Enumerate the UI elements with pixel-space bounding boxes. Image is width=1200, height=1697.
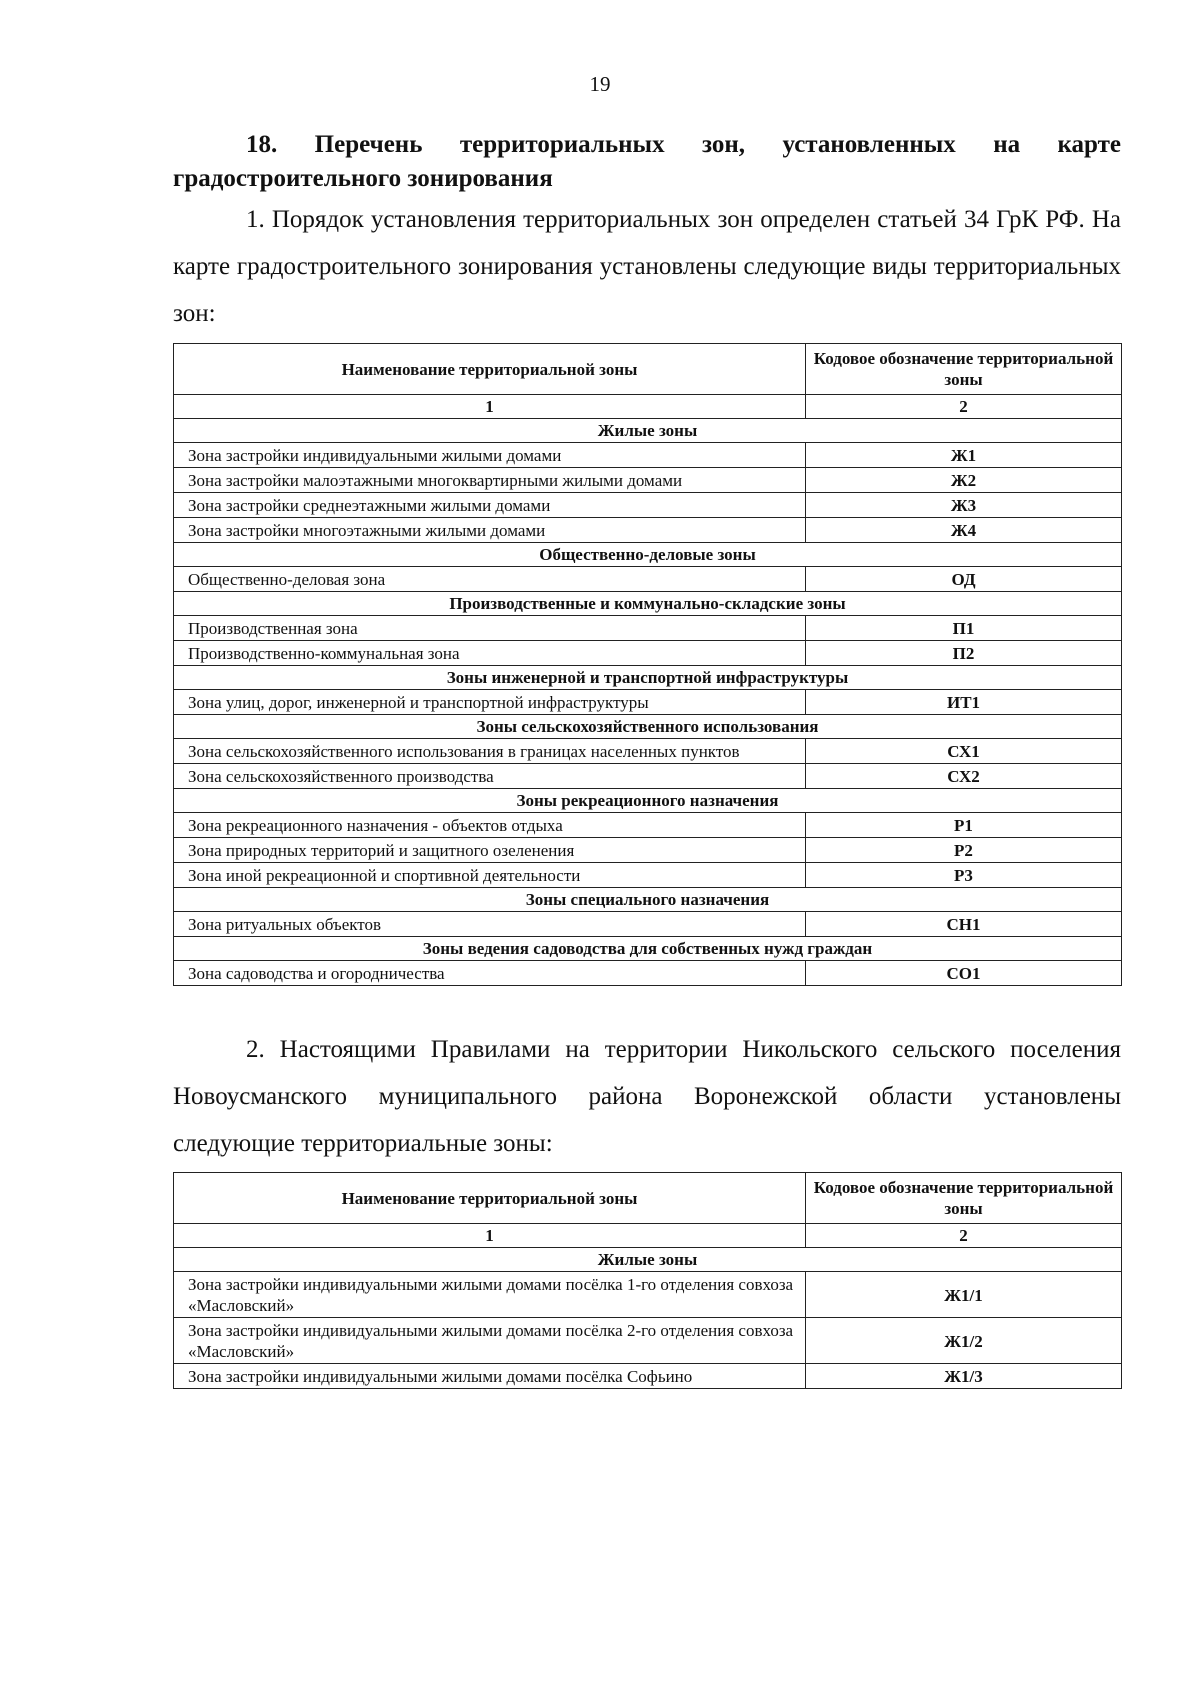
zone-code: Ж1/1 [806, 1272, 1122, 1318]
zone-code: СО1 [806, 961, 1122, 986]
zone-code: Р3 [806, 863, 1122, 888]
table-row [174, 739, 1122, 764]
zone-name: Зона застройки индивидуальными жилыми домами [174, 443, 806, 468]
table-row [174, 764, 1122, 789]
zone-name: Зона природных территорий и защитного озеленения [174, 838, 806, 863]
zone-name: Зона улиц, дорог, инженерной и транспортной инфраструктуры [174, 690, 806, 715]
table-row [174, 813, 1122, 838]
table-row [174, 1318, 1122, 1364]
zones-table-1 [173, 343, 1122, 986]
zone-code: СН1 [806, 912, 1122, 937]
zone-group-title: Зоны специального назначения [174, 888, 1122, 912]
zone-code: Ж1/3 [806, 1364, 1122, 1389]
table-row [174, 518, 1122, 543]
table-row [174, 443, 1122, 468]
zone-group-title: Зоны рекреационного назначения [174, 789, 1122, 813]
zone-name: Зона ритуальных объектов [174, 912, 806, 937]
zone-name: Зона сельскохозяйственного использования в границах населенных пунктов [174, 739, 806, 764]
page-number: 19 [589, 72, 611, 96]
zone-group-title: Жилые зоны [174, 419, 1122, 443]
column-number-row [174, 395, 1122, 419]
header-zone-code: Кодовое обозначение территориальной зоны [806, 1173, 1122, 1224]
zone-name: Зона рекреационного назначения - объектов отдыха [174, 813, 806, 838]
zone-code: Ж2 [806, 468, 1122, 493]
column-number: 2 [806, 1224, 1122, 1248]
column-number: 1 [174, 1224, 806, 1248]
zone-code: Ж1/2 [806, 1318, 1122, 1364]
zone-code: П2 [806, 641, 1122, 666]
zone-group-title: Зоны ведения садоводства для собственных нужд граждан [174, 937, 1122, 961]
table-row [174, 468, 1122, 493]
zone-name: Общественно-деловая зона [174, 567, 806, 592]
zone-group-row [174, 666, 1122, 690]
zone-code: Ж3 [806, 493, 1122, 518]
table-row [174, 493, 1122, 518]
header-zone-name: Наименование территориальной зоны [174, 344, 806, 395]
section-heading: 18. Перечень территориальных зон, установленных на карте градостроительного зонирования [173, 131, 1121, 192]
zone-group-title: Жилые зоны [174, 1248, 1122, 1272]
header-zone-name: Наименование территориальной зоны [174, 1173, 806, 1224]
table-row [174, 863, 1122, 888]
table-header-row [174, 1173, 1122, 1224]
zone-code: Р2 [806, 838, 1122, 863]
column-number: 1 [174, 395, 806, 419]
zone-group-row [174, 1248, 1122, 1272]
table-row [174, 690, 1122, 715]
zone-group-row [174, 419, 1122, 443]
zone-name: Зона застройки многоэтажными жилыми домами [174, 518, 806, 543]
table-row [174, 961, 1122, 986]
table-row [174, 912, 1122, 937]
zone-name: Зона застройки среднеэтажными жилыми домами [174, 493, 806, 518]
zone-name: Производственно-коммунальная зона [174, 641, 806, 666]
zone-group-title: Зоны сельскохозяйственного использования [174, 715, 1122, 739]
zone-code: П1 [806, 616, 1122, 641]
table-row [174, 616, 1122, 641]
table-row [174, 1364, 1122, 1389]
zone-name: Зона сельскохозяйственного производства [174, 764, 806, 789]
zone-name: Зона застройки индивидуальными жилыми домами посёлка Софьино [174, 1364, 806, 1389]
zone-group-title: Зоны инженерной и транспортной инфраструктуры [174, 666, 1122, 690]
table-row [174, 838, 1122, 863]
zone-name: Производственная зона [174, 616, 806, 641]
zone-code: ИТ1 [806, 690, 1122, 715]
column-number: 2 [806, 395, 1122, 419]
zone-name: Зона застройки индивидуальными жилыми домами посёлка 2-го отделения совхоза «Масловский» [174, 1318, 806, 1364]
zone-group-row [174, 592, 1122, 616]
zone-code: Ж4 [806, 518, 1122, 543]
paragraph-1: 1. Порядок установления территориальных зон определен статьей 34 ГрК РФ. На карте градостроительного зонирования установлены следующие виды территориальных зон: [173, 206, 1121, 327]
zone-group-title: Производственные и коммунально-складские зоны [174, 592, 1122, 616]
zone-name: Зона застройки малоэтажными многоквартирными жилыми домами [174, 468, 806, 493]
table-row [174, 1272, 1122, 1318]
page-content [173, 128, 1121, 1389]
zone-group-row [174, 937, 1122, 961]
zone-group-title: Общественно-деловые зоны [174, 543, 1122, 567]
zone-name: Зона застройки индивидуальными жилыми домами посёлка 1-го отделения совхоза «Масловский» [174, 1272, 806, 1318]
table-row [174, 641, 1122, 666]
zone-code: СХ1 [806, 739, 1122, 764]
paragraph-2: 2. Настоящими Правилами на территории Никольского сельского поселения Новоусманского муниципального района Воронежской области установлены следующие территориальные зоны: [173, 1036, 1121, 1157]
header-zone-code: Кодовое обозначение территориальной зоны [806, 344, 1122, 395]
zone-name: Зона иной рекреационной и спортивной деятельности [174, 863, 806, 888]
zone-code: ОД [806, 567, 1122, 592]
zones-table-2 [173, 1172, 1122, 1389]
zone-group-row [174, 543, 1122, 567]
zone-name: Зона садоводства и огородничества [174, 961, 806, 986]
zone-group-row [174, 789, 1122, 813]
zone-code: Ж1 [806, 443, 1122, 468]
zone-group-row [174, 888, 1122, 912]
zone-code: Р1 [806, 813, 1122, 838]
table-row [174, 567, 1122, 592]
zone-code: СХ2 [806, 764, 1122, 789]
column-number-row [174, 1224, 1122, 1248]
table-header-row [174, 344, 1122, 395]
zone-group-row [174, 715, 1122, 739]
